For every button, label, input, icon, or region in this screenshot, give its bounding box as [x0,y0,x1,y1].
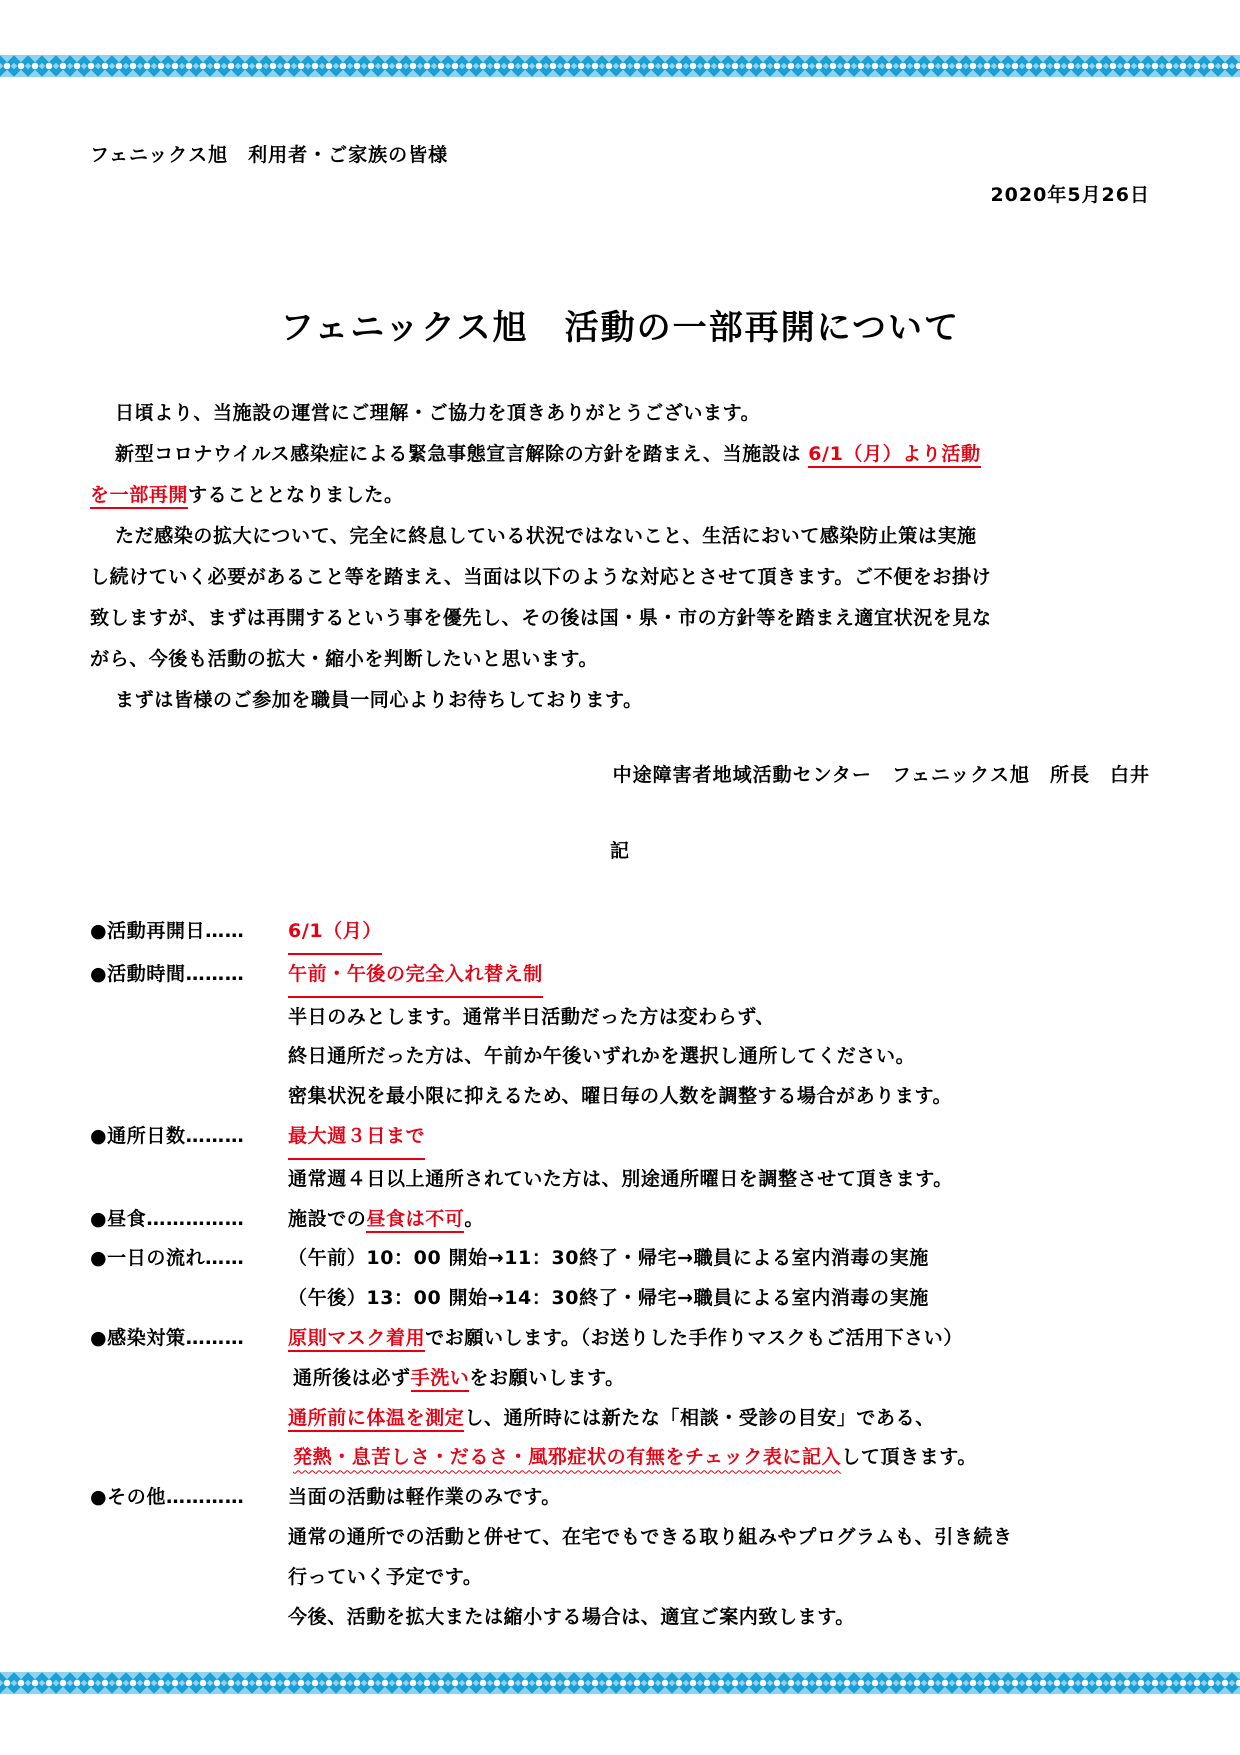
item-detail [90,1399,1150,1439]
document-date: 2020年5月26日 [990,184,1150,206]
item-value: （午前）10：00 開始→11：30終了・帰宅→職員による室内消毒の実施 [288,1247,929,1270]
item-label: ●感染対策……… [90,1326,245,1349]
item-detail [90,1438,1150,1478]
item-label: ●昼食…………… [90,1207,245,1230]
list-item-hours [90,955,1150,998]
item-detail [90,1359,1150,1399]
body-para-2-line-1 [90,434,1150,475]
item-value [288,1319,963,1359]
body-para-1: 日頃より、当施設の運営にご理解・ご協力を頂きありがとうございます。 [115,402,761,424]
body-para-2-post: することとなりました。 [188,484,404,506]
document-page [90,0,1150,1755]
body-para-3-line-2: し続けていく必要があること等を踏まえ、当面は以下のような対応とさせて頂きます。ご不便をお掛け [90,566,992,588]
temperature-highlight: 通所前に体温を測定 [288,1407,464,1432]
items-list [90,912,1150,1637]
body-para-2-pre: 新型コロナウイルス感染症による緊急事態宣言解除の方針を踏まえ、当施設は [115,443,809,465]
decorative-border-bottom [0,1672,1240,1694]
body-para-3-line-1: ただ感染の拡大について、完全に終息している状況ではないこと、生活において感染防止策は実施 [115,525,977,547]
item-detail: （午後）13：00 開始→14：30終了・帰宅→職員による室内消毒の実施 [288,1287,929,1310]
item-value [288,1200,484,1240]
lunch-post: 。 [464,1207,485,1230]
lunch-pre: 施設での [288,1207,367,1230]
list-item-other [90,1478,1150,1518]
list-item-lunch [90,1200,1150,1240]
item-detail: 半日のみとします。通常半日活動だった方は変わらず、 [288,1005,775,1028]
list-item-restart [90,912,1150,955]
item-detail: 密集状況を最小限に抑えるため、曜日毎の人数を調整する場合があります。 [288,1085,953,1108]
body-text [90,393,1150,721]
restart-highlight-2: を一部再開 [90,484,188,509]
mask-highlight: 原則マスク着用 [288,1327,425,1352]
body-para-4: まずは皆様のご参加を職員一同心よりお待ちしております。 [115,689,643,711]
wash-post: をお願いします。 [469,1366,625,1389]
list-item-days [90,1117,1150,1160]
item-label: ●活動時間……… [90,962,245,985]
item-value: 当面の活動は軽作業のみです。 [288,1486,561,1509]
signature: 中途障害者地域活動センター フェニックス旭 所長 白井 [612,764,1150,786]
item-detail: 通常の通所での活動と併せて、在宅でもできる取り組みやプログラムも、引き続き [288,1525,1013,1548]
recipient-line: フェニックス旭 利用者・ご家族の皆様 [90,144,449,166]
body-para-3-line-4: がら、今後も活動の拡大・縮小を判断したいと思います。 [90,648,599,670]
list-item-flow [90,1239,1150,1279]
ki-heading: 記 [609,840,630,862]
item-value: 午前・午後の完全入れ替え制 [288,955,543,998]
item-detail: 終日通所だった方は、午前か午後いずれかを選択し通所してください。 [288,1045,916,1068]
item-label: ●通所日数……… [90,1124,245,1147]
body-para-2-line-2 [90,475,1150,516]
mask-post: でお願いします。（お送りした手作りマスクもご活用下さい） [425,1326,963,1349]
lunch-highlight: 昼食は不可 [366,1208,464,1233]
checklist-highlight: 発熱・息苦しさ・だるさ・風邪症状の有無をチェック表に記入 [293,1446,842,1469]
item-value: 6/1（月） [288,912,382,955]
item-label: ●一日の流れ…… [90,1247,245,1270]
item-detail: 行っていく予定です。 [288,1565,483,1588]
checklist-post: して頂きます。 [841,1446,977,1469]
document-title: フェニックス旭 活動の一部再開について [280,308,960,348]
item-label: ●活動再開日…… [90,920,245,942]
item-label: ●その他………… [90,1486,245,1509]
restart-highlight-1: 6/1（月）より活動 [808,443,980,468]
body-para-3-line-3: 致しますが、まずは再開するという事を優先し、その後は国・県・市の方針等を踏まえ適宜状況を見な [90,607,992,629]
item-detail: 今後、活動を拡大または縮小する場合は、適宜ご案内致します。 [288,1605,855,1628]
item-detail: 通常週４日以上通所されていた方は、別途通所曜日を調整させて頂きます。 [288,1167,953,1190]
wash-highlight: 手洗い [411,1367,470,1392]
wash-pre: 通所後は必ず [293,1366,411,1389]
temperature-post: し、通所時には新たな「相談・受診の目安」である、 [464,1406,935,1429]
list-item-infection [90,1319,1150,1359]
item-value: 最大週３日まで [288,1117,425,1160]
